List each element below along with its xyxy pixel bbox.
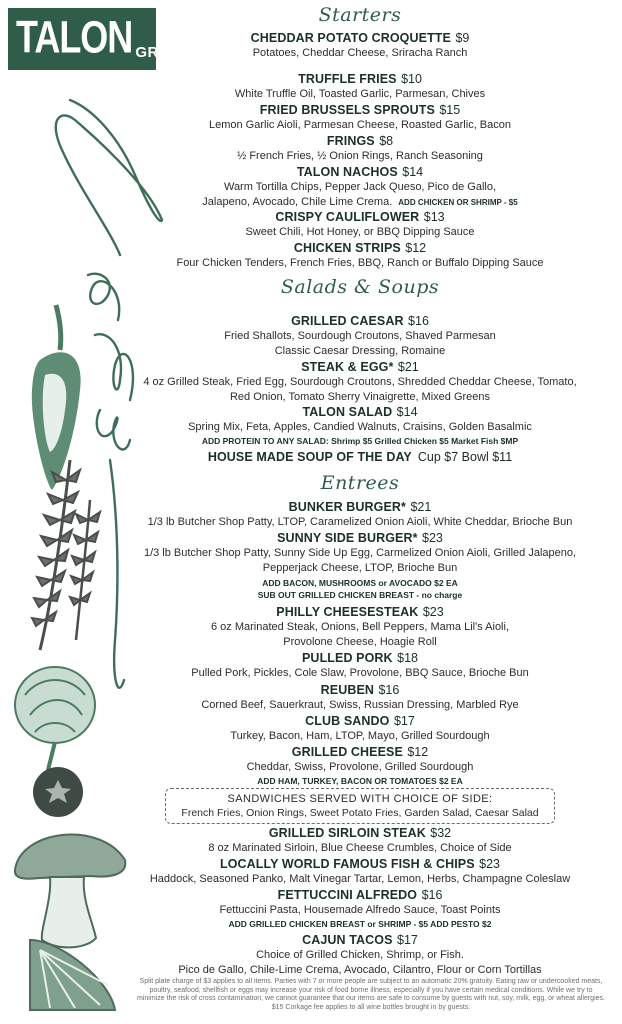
menu-item: TALON NACHOS $14 Warm Tortilla Chips, Pepper Jack Queso, Pico de Gallo, Jalapeno, Avocado, Chile Lime Crema. ADD CHICKEN OR SHRIMP - $5 xyxy=(202,165,518,208)
salad-protein-note: ADD PROTEIN TO ANY SALAD: Shrimp $5 Grilled Chicken $5 Market Fish $MP xyxy=(201,435,519,446)
menu-item: GRILLED SIRLOIN STEAK $32 8 oz Marinated Sirloin, Blue Cheese Crumbles, Choice of Side xyxy=(208,826,512,854)
menu-item: TRUFFLE FRIES $10 White Truffle Oil, Toasted Garlic, Parmesan, Chives xyxy=(234,72,486,100)
menu-item: CAJUN TACOS $17 Choice of Grilled Chicken, Shrimp, or Fish. Pico de Gallo, Chile-Lime Crema, Avocado, Cilantro, Flour or Corn Tortillas xyxy=(178,933,542,976)
burger-sub-note: SUB OUT GRILLED CHICKEN BREAST - no charge xyxy=(257,590,463,600)
menu-item: STEAK & EGG* $21 4 oz Grilled Steak, Fried Egg, Sourdough Croutons, Shredded Cheddar Cheese, Tomato, Red Onion, Tomato Sherry Vinaigrette, Mixed Greens xyxy=(143,360,577,403)
soup-item: HOUSE MADE SOUP OF THE DAY Cup $7 Bowl $11 xyxy=(207,450,513,464)
menu-item: SUNNY SIDE BURGER* $23 1/3 lb Butcher Shop Patty, Sunny Side Up Egg, Carmelized Onion Aioli, Grilled Jalapeno, Pepperjack Cheese, LTOP, Brioche Bun ADD BACON, MUSHROOMS or AVOCADO $2 EA SUB OUT GRILLED CHICKEN BREAST - no charge xyxy=(120,530,600,601)
logo-word-grill: GRILL xyxy=(135,44,183,61)
artichoke-illustration xyxy=(15,667,95,770)
menu-item: REUBEN $16 Corned Beef, Sauerkraut, Swiss, Russian Dressing, Marbled Rye xyxy=(201,683,519,711)
menu-item: PHILLY CHEESESTEAK $23 6 oz Marinated Steak, Onions, Bell Peppers, Mama Lil's Aioli, Provolone Cheese, Hoagie Roll xyxy=(210,605,510,648)
menu-item: GRILLED CAESAR $16 Fried Shallots, Sourdough Croutons, Shaved Parmesan Classic Caesar Dressing, Romaine xyxy=(224,314,496,357)
burger-addon-note: ADD BACON, MUSHROOMS or AVOCADO $2 EA xyxy=(262,578,458,588)
section-title-starters: Starters xyxy=(318,4,402,26)
menu-item: FRIED BRUSSELS SPROUTS $15 Lemon Garlic Aioli, Parmesan Cheese, Roasted Garlic, Bacon xyxy=(208,103,512,131)
jalapeno-illustration xyxy=(32,305,81,490)
alfredo-addon-note: ADD GRILLED CHICKEN BREAST or SHRIMP - $5 ADD PESTO $2 xyxy=(228,918,492,929)
menu-item: CHICKEN STRIPS $12 Four Chicken Tenders, French Fries, BBQ, Ranch or Buffalo Dipping Sauce xyxy=(176,241,544,269)
menu-item: BUNKER BURGER* $21 1/3 lb Butcher Shop Patty, LTOP, Caramelized Onion Aioli, White Cheddar, Brioche Bun xyxy=(147,500,573,528)
grilled-cheese-addon-note: ADD HAM, TURKEY, BACON OR TOMATOES $2 EA xyxy=(257,775,463,786)
tomato-illustration xyxy=(33,767,83,817)
fine-print: Split plate charge of $3 applies to all items. Parties with 7 or more people are subject to an automatic 20% gratuity. Eating raw or undercooked meats, poultry, seafood, shellfish or eggs may increase your risk of food borne illness, especially if you have certain medical conditions. While we try to minimize the risk of cross contamination, we cannot guarantee that our items are safe to consume by guests with nut, soy, milk, egg, or wheat allergies. $15 Corkage fee applies to all wine bottles brought in by guests. xyxy=(137,978,605,1011)
menu-item: CHEDDAR POTATO CROQUETTE $9 Potatoes, Cheddar Cheese, Sriracha Ranch xyxy=(250,31,470,59)
menu-item: TALON SALAD $14 Spring Mix, Feta, Apples, Candied Walnuts, Craisins, Golden Basalmic ADD PROTEIN TO ANY SALAD: Shrimp $5 Grilled Chicken $5 Market Fish $MP xyxy=(120,404,600,447)
sides-list: French Fries, Onion Rings, Sweet Potato Fries, Garden Salad, Caesar Salad xyxy=(181,807,539,819)
lemon-slice-illustration xyxy=(30,940,115,1010)
menu-item: FETTUCCINI ALFREDO $16 Fettuccini Pasta, Housemade Alfredo Sauce, Toast Points ADD GRILLED CHICKEN BREAST or SHRIMP - $5 ADD PESTO $2 xyxy=(120,887,600,930)
section-title-entrees: Entrees xyxy=(320,472,400,494)
menu-item: GRILLED CHEESE $12 Cheddar, Swiss, Provolone, Grilled Sourdough ADD HAM, TURKEY, BACON OR TOMATOES $2 EA xyxy=(120,744,600,787)
sides-title: SANDWICHES SERVED WITH CHOICE OF SIDE: xyxy=(227,793,493,805)
menu-item: CLUB SANDO $17 Turkey, Bacon, Ham, LTOP, Mayo, Grilled Sourdough xyxy=(230,714,490,742)
sandwich-sides-box xyxy=(165,788,555,824)
menu-item: LOCALLY WORLD FAMOUS FISH & CHIPS $23 Haddock, Seasoned Panko, Malt Vinegar Tartar, Lemon, Herbs, Champagne Coleslaw xyxy=(149,857,571,885)
rosemary-illustration xyxy=(32,460,100,650)
mushroom-illustration xyxy=(15,835,125,948)
section-title-salads-soups: Salads & Soups xyxy=(280,276,440,298)
logo-word: TALON xyxy=(16,11,133,63)
menu-item: CRISPY CAULIFLOWER $13 Sweet Chili, Hot Honey, or BBQ Dipping Sauce xyxy=(245,210,475,238)
menu-item: PULLED PORK $18 Pulled Pork, Pickles, Cole Slaw, Provolone, BBQ Sauce, Brioche Bun xyxy=(191,651,529,679)
menu-item: FRINGS $8 ½ French Fries, ½ Onion Rings, Ranch Seasoning xyxy=(237,134,483,162)
